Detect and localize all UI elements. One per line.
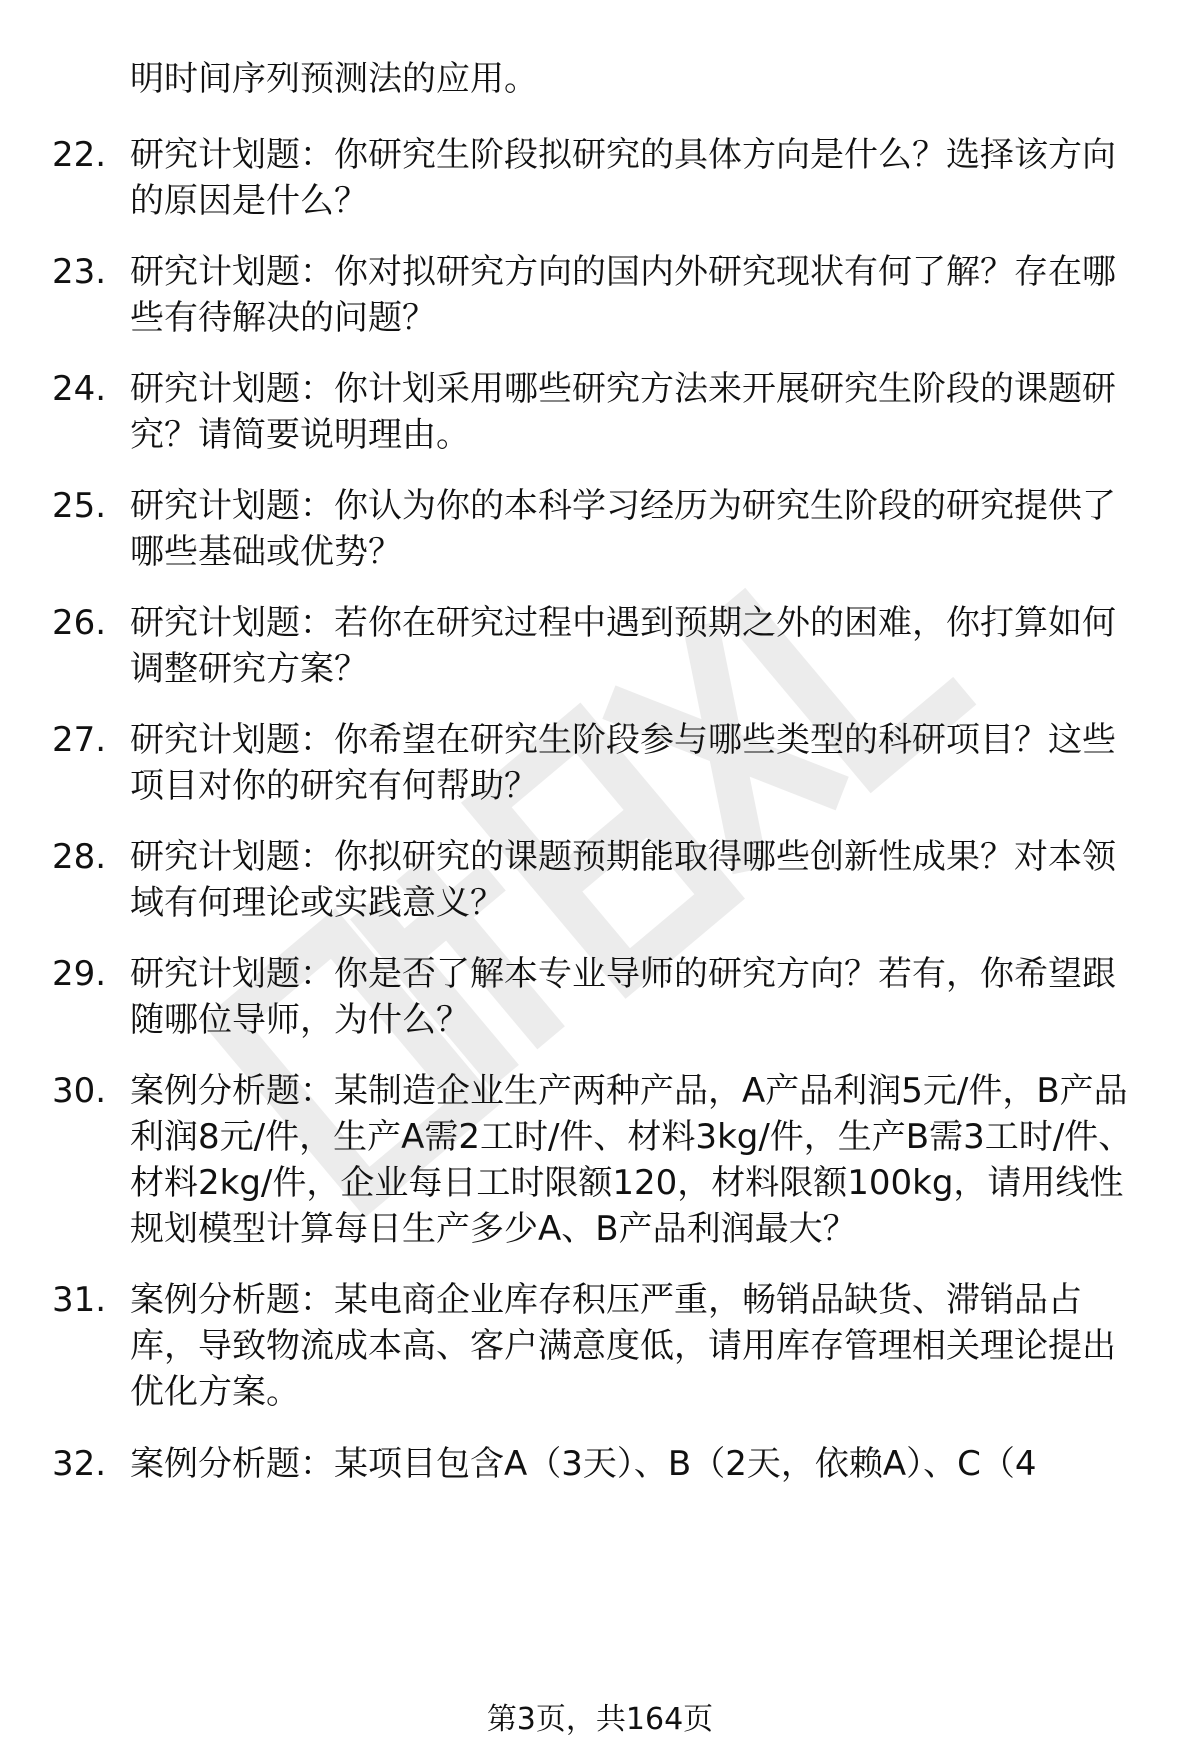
question-number: 30. bbox=[52, 1071, 107, 1111]
continued-text: 明时间序列预测法的应用。 bbox=[130, 59, 538, 99]
question-text: 案例分析题：某项目包含A（3天）、B（2天，依赖A）、C（4 bbox=[130, 1444, 1037, 1484]
question-text: 研究计划题：你对拟研究方向的国内外研究现状有何了解？存在哪些有待解决的问题？ bbox=[130, 252, 1116, 338]
question-number: 31. bbox=[52, 1280, 107, 1320]
question-number: 27. bbox=[52, 720, 107, 760]
question-number: 29. bbox=[52, 954, 107, 994]
question-text: 案例分析题：某电商企业库存积压严重，畅销品缺货、滞销品占库，导致物流成本高、客户满意度低，请用库存管理相关理论提出优化方案。 bbox=[130, 1280, 1116, 1412]
question-text: 案例分析题：某制造企业生产两种产品，A产品利润5元/件，B产品利润8元/件，生产A需2工时/件、材料3kg/件，生产B需3工时/件、材料2kg/件，企业每日工时限额120，材料限额100kg，请用线性规划模型计算每日生产多少A、B产品利润最大？ bbox=[130, 1071, 1133, 1249]
question-text: 研究计划题：你认为你的本科学习经历为研究生阶段的研究提供了哪些基础或优势？ bbox=[130, 486, 1116, 572]
question-number: 28. bbox=[52, 837, 107, 877]
question-text: 研究计划题：你希望在研究生阶段参与哪些类型的科研项目？这些项目对你的研究有何帮助？ bbox=[130, 720, 1116, 806]
question-text: 研究计划题：你拟研究的课题预期能取得哪些创新性成果？对本领域有何理论或实践意义？ bbox=[130, 837, 1116, 923]
question-number: 25. bbox=[52, 486, 107, 526]
question-text: 研究计划题：你计划采用哪些研究方法来开展研究生阶段的课题研究？请简要说明理由。 bbox=[130, 369, 1116, 455]
question-number: 22. bbox=[52, 135, 107, 175]
question-number: 23. bbox=[52, 252, 107, 292]
question-text: 研究计划题：你是否了解本专业导师的研究方向？若有，你希望跟随哪位导师，为什么？ bbox=[130, 954, 1116, 1040]
question-number: 32. bbox=[52, 1444, 107, 1484]
question-text: 研究计划题：若你在研究过程中遇到预期之外的困难，你打算如何调整研究方案？ bbox=[130, 603, 1116, 689]
question-text: 研究计划题：你研究生阶段拟研究的具体方向是什么？选择该方向的原因是什么？ bbox=[130, 135, 1116, 221]
question-number: 26. bbox=[52, 603, 107, 643]
page-footer: 第3页，共164页 bbox=[486, 1702, 714, 1737]
question-number: 24. bbox=[52, 369, 107, 409]
